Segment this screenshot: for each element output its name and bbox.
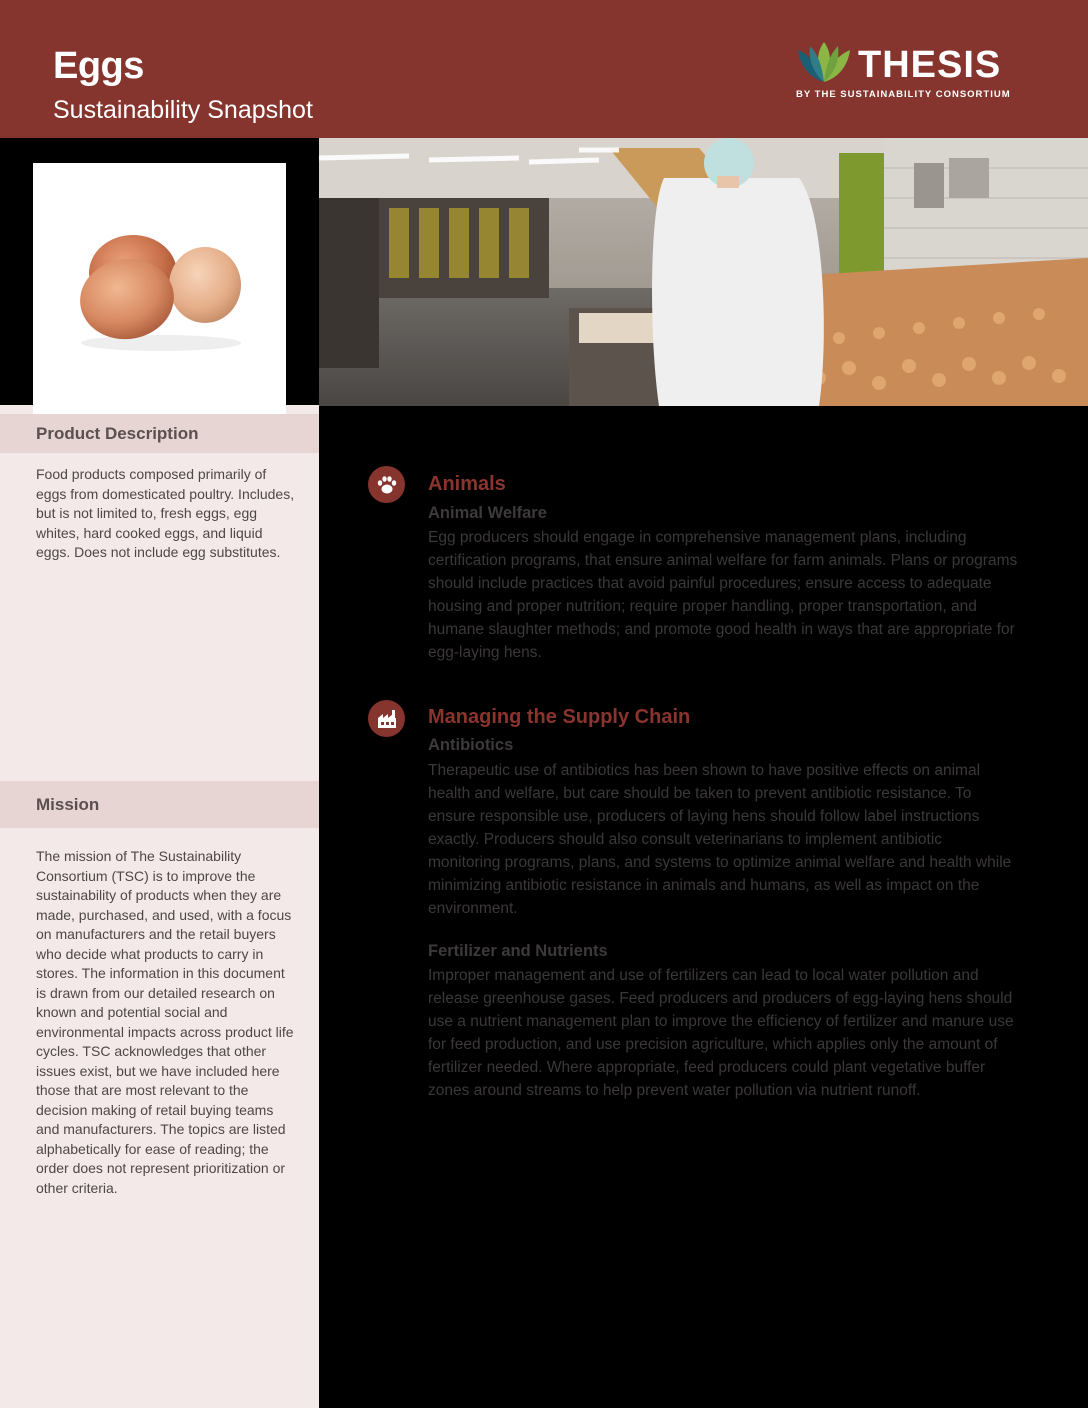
logo-tagline: BY THE SUSTAINABILITY CONSORTIUM xyxy=(796,89,1011,100)
page-subtitle: Sustainability Snapshot xyxy=(53,96,313,124)
paw-icon xyxy=(368,466,405,503)
factory-icon xyxy=(368,700,405,737)
product-description-heading: Product Description xyxy=(0,414,319,453)
animal-welfare-text: Egg producers should engage in comprehensive management plans, including certification programs, that ensure animal welfare for farm animals. Plans or programs should include practices that avoid painful procedures; ensure access to adequate housing and proper nutrition; require proper handling, proper transportation, and humane slaughter methods; and promote good health in ways that are appropriate for egg-laying hens. xyxy=(428,529,1018,661)
topic-title-animals: Animals xyxy=(428,473,506,495)
subtopic-fertilizer: Fertilizer and Nutrients xyxy=(428,942,608,960)
header-banner xyxy=(0,0,1088,138)
egg-factory-photo xyxy=(319,138,1088,406)
thesis-logo xyxy=(792,38,1022,104)
eggs-product-image xyxy=(33,163,286,414)
logo-wordmark: THESIS xyxy=(858,44,1002,86)
subtopic-antibiotics: Antibiotics xyxy=(428,736,514,754)
mission-text: The mission of The Sustainability Consortium (TSC) is to improve the sustainability of products when they are made, purchased, and used, with a focus on manufacturers and the retail buyers who decide what products to carry in stores. The information in this document is drawn from our detailed research on known and potential social and environmental impacts across product life cycles. TSC acknowledges that other issues exist, but we have included here those that are most relevant to the decision making of retail buying teams and manufacturers. The topics are listed alphabetically for ease of reading; the order does not represent prioritization or other criteria. xyxy=(36,848,294,1196)
mission-heading: Mission xyxy=(0,781,319,828)
fertilizer-text: Improper management and use of fertilizers can lead to local water pollution and release greenhouse gases. Feed producers and producers of egg-laying hens should use a nutrient management plan to improve the efficiency of fertilizer and manure use for feed production, and use precision agriculture, which applies only the amount of fertilizer needed. Where appropriate, feed producers could plant vegetative buffer zones around streams to help prevent water pollution via nutrient runoff. xyxy=(428,967,1014,1099)
topic-title-supply-chain: Managing the Supply Chain xyxy=(428,706,691,728)
lotus-logo-icon xyxy=(792,38,856,86)
page-title: Eggs xyxy=(53,45,144,87)
antibiotics-text: Therapeutic use of antibiotics has been shown to have positive effects on animal health and welfare, but care should be taken to prevent antibiotic resistance. To ensure responsible use, producers of laying hens should follow label instructions exactly. Producers should also consult veterinarians to implement antibiotic monitoring programs, plans, and systems to optimize animal welfare and health while minimizing antibiotic resistance in animals and humans, as well as impact on the environment. xyxy=(428,762,1012,917)
product-description-text: Food products composed primarily of eggs from domesticated poultry. Includes, but is not limited to, fresh eggs, egg whites, hard cooked eggs, and liquid eggs. Does not include egg substitutes. xyxy=(36,466,295,560)
subtopic-animal-welfare: Animal Welfare xyxy=(428,504,547,522)
